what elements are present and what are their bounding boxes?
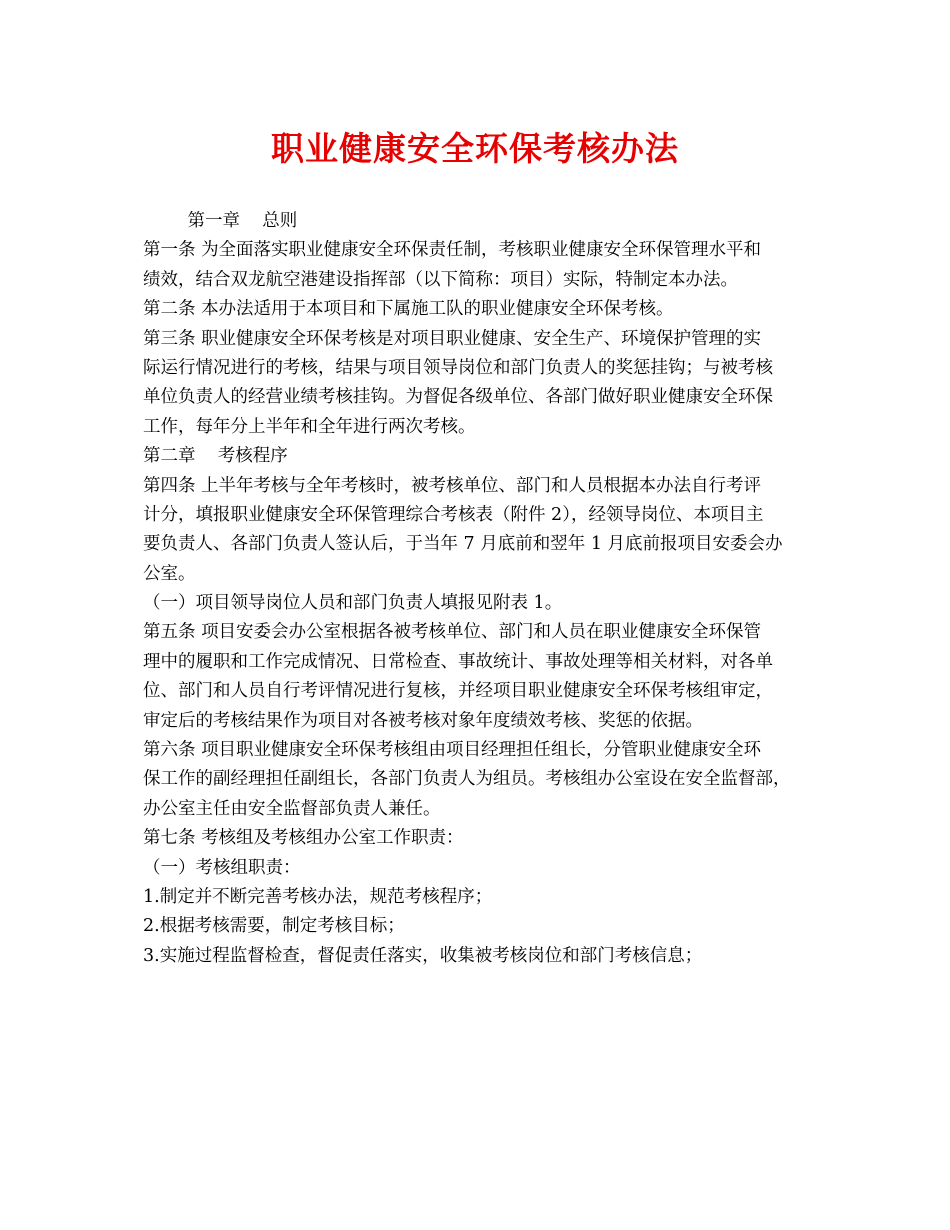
paragraph-line: 审定后的考核结果作为项目对各被考核对象年度绩效考核、奖惩的依据。	[143, 710, 703, 731]
paragraph-line: 工作，每年分上半年和全年进行两次考核。	[143, 416, 476, 437]
paragraph-line: 保工作的副经理担任副组长，各部门负责人为组员。考核组办公室设在安全监督部，	[143, 769, 791, 790]
paragraph-line: 第二条 本办法适用于本项目和下属施工队的职业健康安全环保考核。	[143, 299, 674, 320]
paragraph-line: （一）考核组职责：	[143, 857, 301, 878]
chapter-heading: 第二章 考核程序	[143, 446, 288, 467]
paragraph-line: 际运行情况进行的考核，结果与项目领导岗位和部门负责人的奖惩挂钩；与被考核	[143, 357, 773, 378]
paragraph-line: 绩效，结合双龙航空港建设指挥部（以下简称：项目）实际，特制定本办法。	[143, 269, 738, 290]
paragraph-line: 理中的履职和工作完成情况、日常检查、事故统计、事故处理等相关材料，对各单	[143, 651, 773, 672]
paragraph-line: 计分，填报职业健康安全环保管理综合考核表（附件 2），经领导岗位、本项目主	[143, 504, 764, 525]
paragraph-line: 第五条 项目安委会办公室根据各被考核单位、部门和人员在职业健康安全环保管	[143, 622, 762, 643]
paragraph-line: 单位负责人的经营业绩考核挂钩。为督促各级单位、各部门做好职业健康安全环保	[143, 387, 773, 408]
chapter-heading: 第一章 总则	[143, 211, 298, 231]
paragraph-line: 第四条 上半年考核与全年考核时，被考核单位、部门和人员根据本办法自行考评	[143, 475, 762, 496]
paragraph-line: 公室。	[143, 563, 196, 584]
list-item: 3.实施过程监督检查，督促责任落实，收集被考核岗位和部门考核信息；	[143, 945, 703, 966]
paragraph-line: 第六条 项目职业健康安全环保考核组由项目经理担任组长，分管职业健康安全环	[143, 740, 762, 761]
list-item: 2.根据考核需要，制定考核目标；	[143, 916, 405, 937]
paragraph-line: （一）项目领导岗位人员和部门负责人填报见附表 1。	[143, 593, 563, 614]
document-body	[143, 207, 823, 971]
document-title: 职业健康安全环保考核办法	[271, 129, 679, 168]
paragraph-line: 第七条 考核组及考核组办公室工作职责：	[143, 828, 464, 849]
paragraph-line: 要负责人、各部门负责人签认后，于当年 7 月底前和翌年 1 月底前报项目安委会办	[143, 534, 783, 555]
paragraph-line: 第三条 职业健康安全环保考核是对项目职业健康、安全生产、环境保护管理的实	[143, 328, 762, 349]
list-item: 1.制定并不断完善考核办法，规范考核程序；	[143, 886, 493, 907]
paragraph-line: 办公室主任由安全监督部负责人兼任。	[143, 798, 441, 819]
paragraph-line: 位、部门和人员自行考评情况进行复核，并经项目职业健康安全环保考核组审定，	[143, 681, 773, 702]
paragraph-line: 第一条 为全面落实职业健康安全环保责任制，考核职业健康安全环保管理水平和	[143, 240, 762, 261]
